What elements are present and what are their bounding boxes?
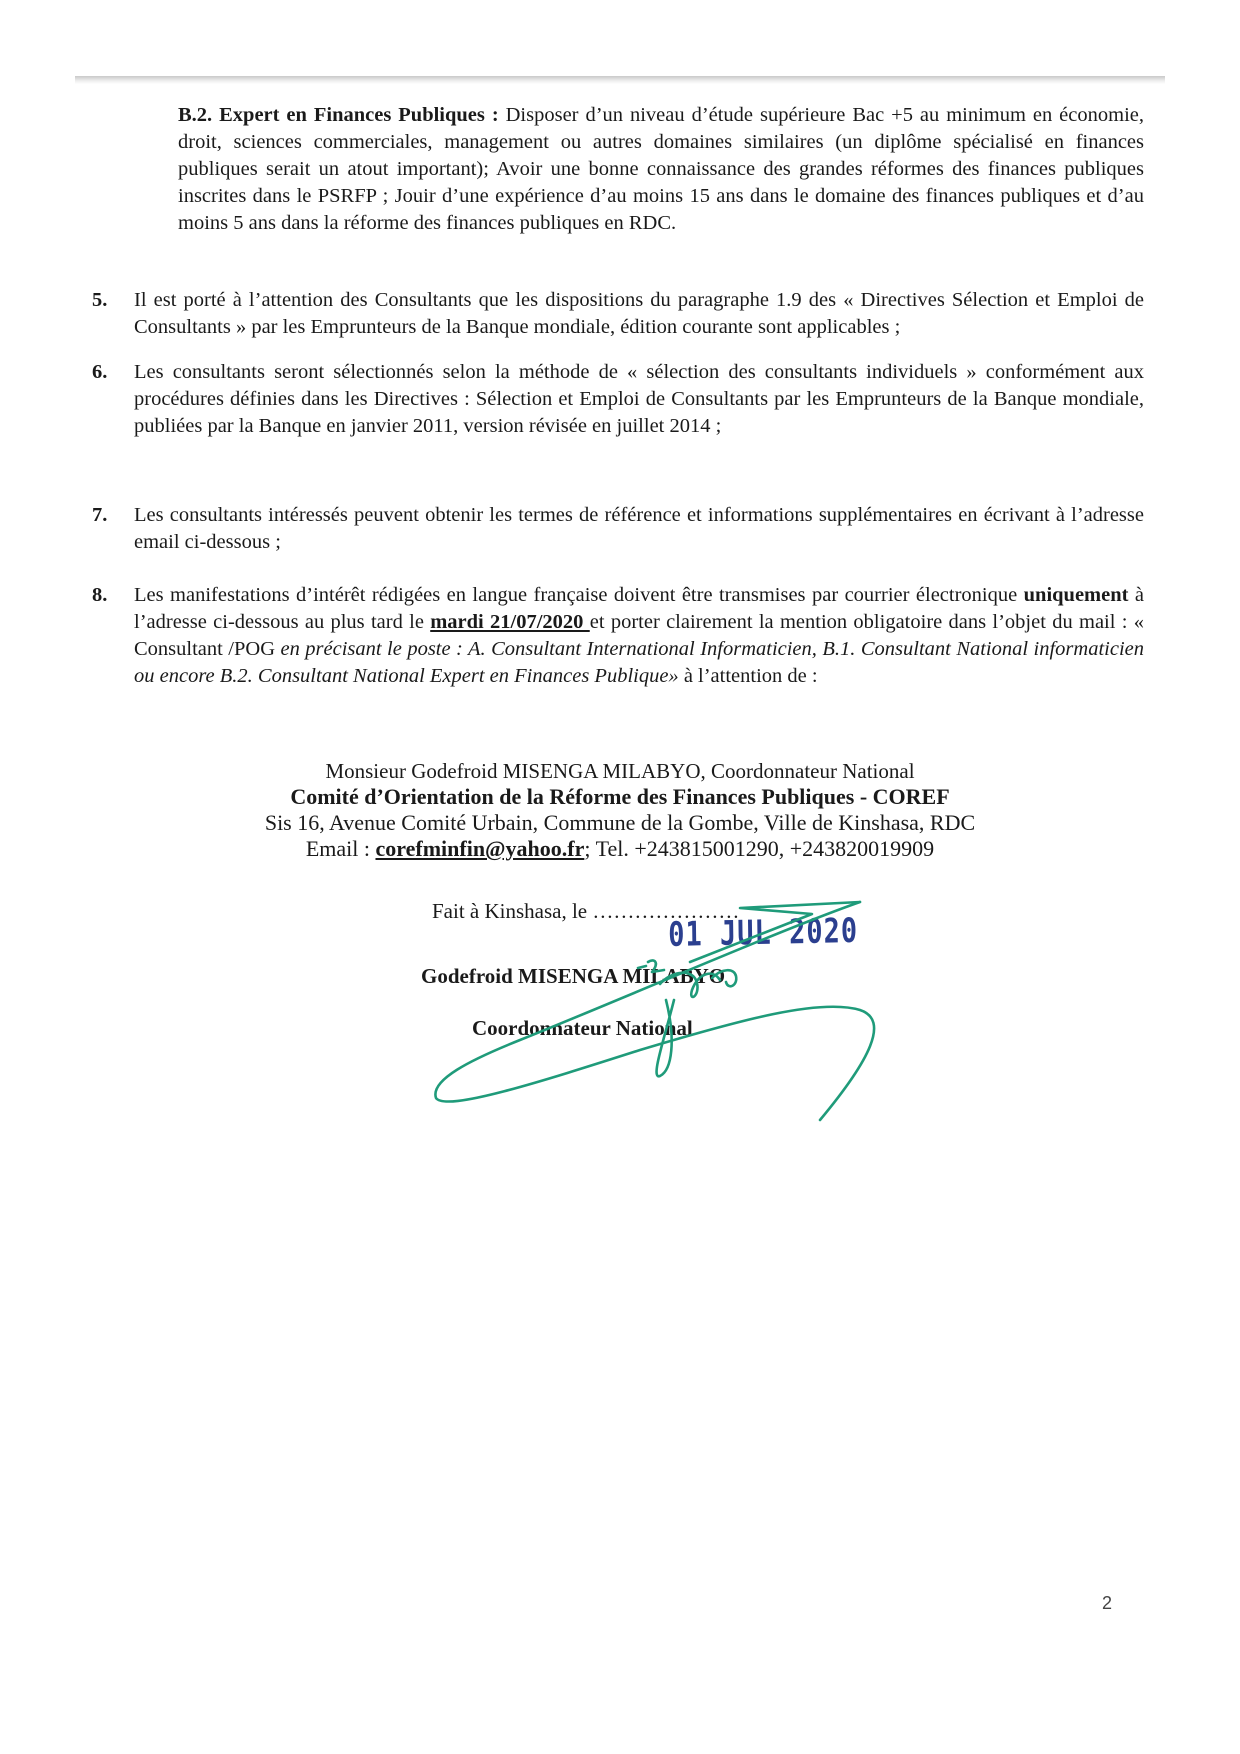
section-b2-text: Disposer d’un niveau d’étude supérieure Bac +5 au minimum en économie, droit, sciences commerciales, management ou autres domaines similaires (un diplôme spécialisé en finances publiques serait un atout important); Avoir une bonne connaissance des grandes réformes des finances publiques inscrites dans le PSRFP ; Jouir d’une expérience d’au moins 15 ans dans le domaine des finances publiques et d’au moins 5 ans dans la réforme des finances publiques en RDC. <box>178 104 1144 234</box>
organization-line: Comité d’Orientation de la Réforme des Finances Publiques - COREF <box>290 784 950 809</box>
item8-part1: Les manifestations d’intérêt rédigées en langue française doivent être transmises par courrier électronique <box>134 584 1024 606</box>
list-item-text: Les consultants seront sélectionnés selon la méthode de « sélection des consultants individuels » conformément aux procédures définies dans les Directives : Sélection et Emploi de Consultants par les Emprunteurs de la Banque mondiale, publiées par la Banque en janvier 2011, version révisée en juillet 2014 ; <box>134 361 1144 437</box>
list-item-text: Il est porté à l’attention des Consultants que les dispositions du paragraphe 1.9 des « Directives Sélection et Emploi de Consultants » par les Emprunteurs de la Banque mondiale, édition courante sont applicables ; <box>134 289 1144 338</box>
email-label: Email : <box>305 836 376 861</box>
item8-part3: et porter clairement la mention obligatoire dans l’objet du mail : « Consultant /POG <box>134 611 1144 660</box>
recipient-line: Monsieur Godefroid MISENGA MILABYO, Coordonnateur National <box>325 759 915 783</box>
date-stamp: 01 JUL 2020 <box>668 911 859 955</box>
list-item-number: 6. <box>92 361 108 383</box>
item8-part2: à l’adresse ci-dessous au plus tard le <box>134 584 1144 633</box>
list-item-number: 5. <box>92 289 108 311</box>
location-line: Sis 16, Avenue Comité Urbain, Commune de la Gombe, Ville de Kinshasa, RDC <box>264 810 976 835</box>
item8-emphasis: uniquement <box>1023 584 1129 606</box>
signatory-name: Godefroid MISENGA MILABYO <box>421 964 726 988</box>
phone-numbers: ; Tel. +243815001290, +243820019909 <box>584 836 935 861</box>
email-link[interactable]: corefminfin@yahoo.fr <box>375 836 585 861</box>
deadline-date: mardi 21/07/2020 <box>430 611 590 633</box>
signatory-title: Coordonnateur National <box>472 1016 693 1040</box>
item8-part4: à l’attention de : <box>678 665 818 687</box>
place-date: Fait à Kinshasa, le ………………… <box>432 899 740 923</box>
item8-italic-part: en précisant le poste : A. Consultant International Informaticien, B.1. Consultant National informaticien ou encore B.2. Consultant National Expert en Finances Publique» <box>134 638 1144 687</box>
list-item-text: Les consultants intéressés peuvent obtenir les termes de référence et informations supplémentaires en écrivant à l’adresse email ci-dessous ; <box>134 504 1144 553</box>
section-b2-heading: B.2. Expert en Finances Publiques : <box>178 104 499 126</box>
list-item-number: 7. <box>92 504 108 526</box>
page-number: 2 <box>1102 1593 1113 1613</box>
list-item-number: 8. <box>92 584 108 606</box>
